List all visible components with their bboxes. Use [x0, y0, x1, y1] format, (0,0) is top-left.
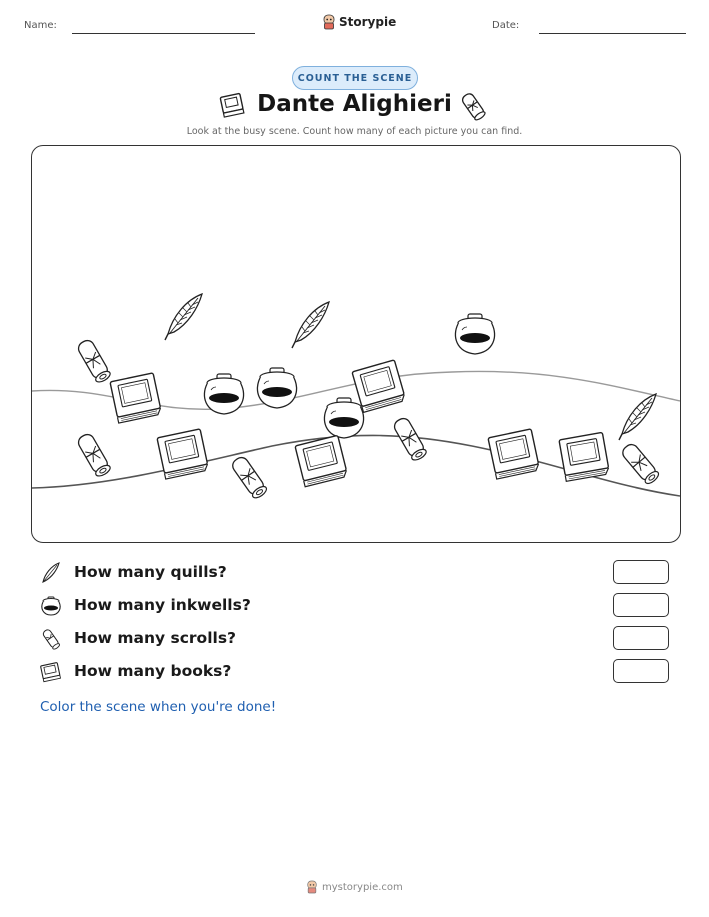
question-inkwells — [40, 593, 670, 619]
question-scrolls — [40, 626, 670, 652]
name-label: Name: — [24, 20, 57, 31]
scene-book — [295, 435, 348, 486]
question-quills — [40, 560, 670, 586]
date-field-line[interactable] — [539, 33, 686, 34]
quill-icon — [40, 562, 62, 584]
scene-inkwell — [204, 374, 243, 414]
scene-book — [559, 432, 610, 481]
scroll-icon — [458, 90, 488, 122]
counting-scene — [31, 145, 681, 543]
inkwell-icon — [40, 595, 62, 617]
scene-book — [157, 429, 209, 479]
storypie-mascot-icon — [322, 14, 336, 30]
scene-inkwell — [455, 314, 494, 354]
footer — [306, 880, 403, 894]
question-text: How many scrolls? — [74, 629, 237, 647]
scene-book — [352, 360, 406, 413]
question-text: How many books? — [74, 662, 232, 680]
book-icon — [40, 661, 62, 683]
scroll-icon — [40, 628, 62, 650]
scene-scroll — [230, 455, 268, 500]
answer-box-quills[interactable] — [613, 560, 669, 584]
scene-quill — [619, 394, 656, 440]
instructions: Look at the busy scene. Count how many of each picture you can find. — [186, 126, 523, 137]
scene-inkwell — [324, 398, 363, 438]
scene-book — [488, 429, 540, 479]
question-books — [40, 659, 670, 685]
activity-badge: COUNT THE SCENE — [292, 66, 418, 90]
answer-box-scrolls[interactable] — [613, 626, 669, 650]
scene-quill — [165, 294, 202, 340]
brand-name: Storypie — [339, 15, 397, 29]
scene-book — [110, 373, 162, 423]
scene-inkwell — [257, 368, 296, 408]
scene-scroll — [76, 338, 112, 384]
page-title: Dante Alighieri — [257, 91, 452, 117]
scene-drawing — [32, 146, 680, 542]
storypie-mascot-icon — [306, 880, 318, 894]
scene-scroll — [76, 432, 112, 478]
scene-quill — [292, 302, 329, 348]
question-text: How many quills? — [74, 563, 227, 581]
brand-logo — [322, 14, 396, 30]
scene-scroll — [620, 442, 661, 486]
question-text: How many inkwells? — [74, 596, 251, 614]
name-field-line[interactable] — [72, 33, 255, 34]
answer-box-inkwells[interactable] — [613, 593, 669, 617]
coloring-note: Color the scene when you're done! — [40, 699, 277, 715]
date-label: Date: — [492, 20, 520, 31]
footer-url[interactable]: mystorypie.com — [322, 881, 403, 893]
answer-box-books[interactable] — [613, 659, 669, 683]
